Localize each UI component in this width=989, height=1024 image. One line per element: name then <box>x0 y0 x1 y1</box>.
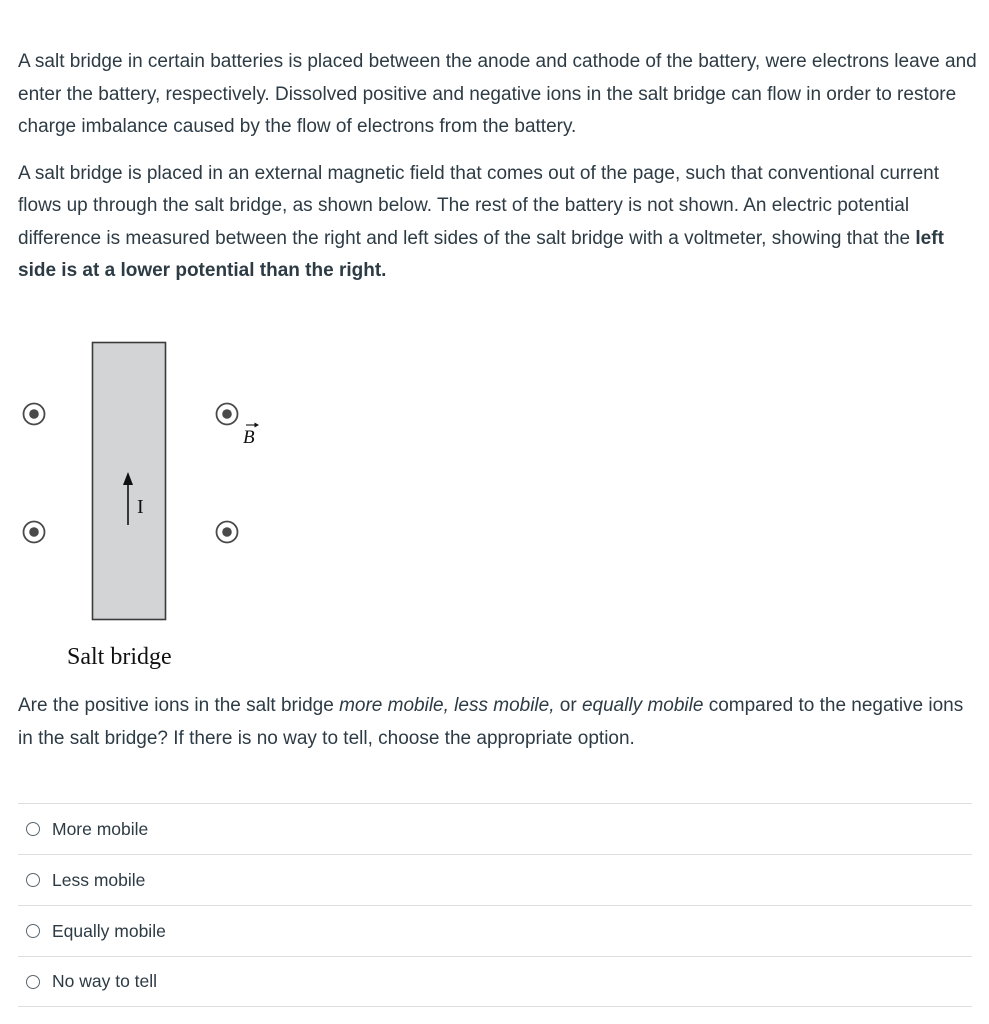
question-paragraph-1: A salt bridge in certain batteries is placed between the anode and cathode of the battery, were electrons leave and enter the battery, respectively. Dissolved positive and negative ions in the salt bridge can flow in order to restore charge imbalance caused by the flow of electrons from the battery. <box>18 51 977 137</box>
question-text <box>18 46 978 302</box>
answer-label: More mobile <box>52 818 149 839</box>
radio-button[interactable] <box>26 975 40 989</box>
radio-button[interactable] <box>26 822 40 836</box>
figure-caption: Salt bridge <box>67 644 172 670</box>
answer-option-more-mobile[interactable] <box>18 803 972 854</box>
answer-list <box>18 803 972 1007</box>
field-label: B <box>243 427 255 448</box>
answer-label: Equally mobile <box>52 920 166 941</box>
field-out-of-page-icon <box>217 404 238 425</box>
paragraph-2-text: A salt bridge is placed in an external magnetic field that comes out of the page, such that conventional current flows up through the salt bridge, as shown below. The rest of the battery is not shown. An electric potential difference is measured between the right and left sides of the salt bridge with a voltmeter, showing that the <box>18 162 939 249</box>
answer-option-less-mobile[interactable] <box>18 854 972 905</box>
question-prompt-text <box>18 690 978 755</box>
answer-option-equally-mobile[interactable] <box>18 905 972 956</box>
field-out-of-page-icon <box>24 522 45 543</box>
radio-button[interactable] <box>26 873 40 887</box>
answer-label: Less mobile <box>52 869 146 890</box>
paragraph-2-emphasis: left side is at a lower potential than the right. <box>18 227 944 281</box>
answer-option-no-way-to-tell[interactable] <box>18 956 972 1007</box>
prompt-emphasis-2: equally mobile <box>581 695 704 716</box>
answer-label: No way to tell <box>52 971 158 991</box>
field-out-of-page-icon <box>217 522 238 543</box>
question-paragraph-2 <box>18 158 978 288</box>
radio-button[interactable] <box>26 924 40 938</box>
prompt-emphasis-1: more mobile, less mobile, <box>339 695 555 716</box>
prompt-text-1: Are the positive ions in the salt bridge <box>18 695 340 716</box>
current-label: I <box>137 496 144 518</box>
field-out-of-page-icon <box>24 404 45 425</box>
prompt-text-2: or <box>554 695 582 716</box>
question-prompt <box>18 690 978 769</box>
salt-bridge-diagram <box>0 330 300 680</box>
prompt-text-3: compared to the negative ions in the salt bridge? If there is no way to tell, choose the appropriate option. <box>18 695 964 749</box>
salt-bridge-figure <box>0 330 300 680</box>
